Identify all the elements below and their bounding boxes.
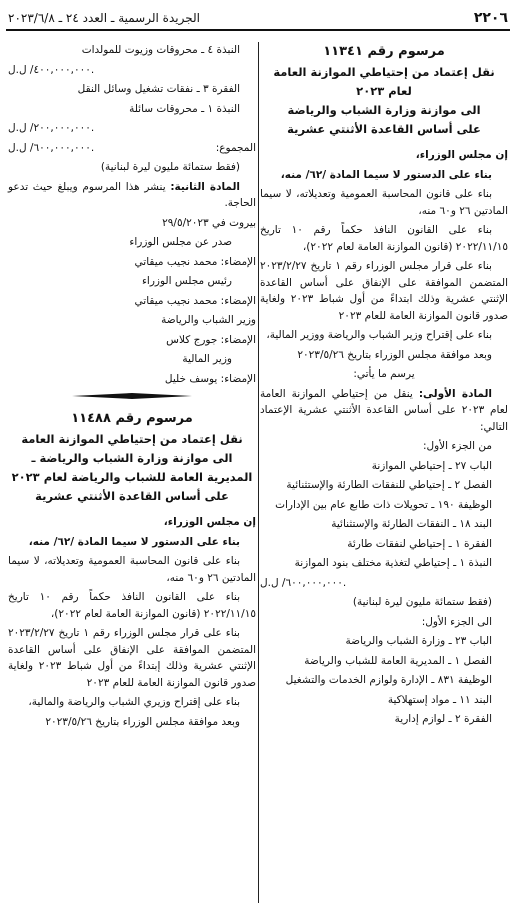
article2-label: المادة الثانية: bbox=[170, 180, 240, 193]
cont-item: النبذة ٤ ـ محروقات وزيوت للمولدات bbox=[81, 44, 240, 56]
decree2-constitution: بناء على الدستور لا سيما المادة /٦٢/ منه، bbox=[28, 535, 240, 548]
total-words: (فقط ستمائة مليون ليرة لبنانية) bbox=[100, 161, 240, 173]
cont-item: الفقرة ٣ ـ نفقات تشغيل وسائل النقل bbox=[77, 83, 240, 95]
cont-amount: ٤٠٠,٠٠٠,٠٠٠/ ل.ل. bbox=[8, 63, 95, 76]
decree1-paragraph-2: بناء على القانون النافذ حكماً رقم ١٠ تاريخ ٢٠٢٢/١١/١٥ (قانون الموازنة العامة لعام ٢٠٢٢)، bbox=[260, 224, 508, 253]
header-rule bbox=[6, 29, 510, 31]
from-item: الوظيفة ١٩٠ ـ تحويلات ذات طابع عام بين الإدارات bbox=[275, 498, 492, 511]
from-item: النبذة ١ ـ إحتياطي لتغذية مختلف بنود الموازنة bbox=[294, 557, 492, 569]
article2 bbox=[8, 179, 256, 212]
to-part-heading: الى الجزء الأول: bbox=[421, 615, 492, 628]
decree-date: بيروت في ٢٩/٥/٢٠٢٣ bbox=[162, 216, 256, 229]
decree1-subtitle-3: الى موازنة وزارة الشباب والرياضة bbox=[287, 103, 481, 117]
decree1-paragraph-1: بناء على قانون المحاسبة العمومية وتعديلاته، لا سيما المادتين ٢٦ و٦٠ منه، bbox=[260, 188, 508, 217]
to-item: الوظيفة ٨٣١ ـ الإدارة ولوازم الخدمات والتشغيل bbox=[285, 674, 492, 686]
decree2-intro: إن مجلس الوزراء، bbox=[163, 516, 256, 528]
decree1-paragraph-4: بناء على إقتراح وزير الشباب والرياضة ووزير المالية، bbox=[266, 329, 492, 341]
decree1-subtitle-4: على أساس القاعدة الأثنتي عشرية bbox=[287, 122, 481, 136]
cont-item: النبذة ١ ـ محروقات سائلة bbox=[129, 102, 240, 115]
decree2-paragraph-1: بناء على قانون المحاسبة العمومية وتعديلاته، لا سيما المادتين ٢٦ و٦٠ منه، bbox=[8, 555, 256, 584]
article2-text: ينشر هذا المرسوم ويبلغ حيث تدعو الحاجة. bbox=[8, 180, 256, 209]
article1-label: المادة الأولى: bbox=[418, 387, 492, 400]
decree1-paragraph-5: وبعد موافقة مجلس الوزراء بتاريخ ٢٠٢٣/٥/٢٦ bbox=[297, 348, 492, 361]
decree1-article1 bbox=[260, 386, 508, 436]
page-number: ٢٢٠٦ bbox=[473, 10, 508, 26]
to-item: الفصل ١ ـ المديرية العامة للشباب والرياضة bbox=[304, 654, 492, 667]
total-amount: ٦٠٠,٠٠٠,٠٠٠/ ل.ل. bbox=[8, 141, 95, 154]
decree2-subtitle-1: نقل إعتماد من إحتياطي الموازنة العامة bbox=[21, 432, 243, 446]
decree1-subtitle-2: لعام ٢٠٢٣ bbox=[356, 84, 412, 98]
decree1-subtitle-1: نقل إعتماد من إحتياطي الموازنة العامة bbox=[273, 65, 495, 79]
section-separator bbox=[72, 393, 192, 399]
page-header bbox=[8, 8, 508, 28]
decree1-decrees: يرسم ما يأتي: bbox=[353, 368, 415, 380]
right-column bbox=[260, 42, 508, 731]
decree2-number: مرسوم رقم ١١٤٨٨ bbox=[71, 411, 193, 426]
from-item: الفصل ٢ ـ إحتياطي للنفقات الطارئة والإستثنائية bbox=[286, 479, 492, 491]
signature-line: الإمضاء: محمد نجيب ميقاتي bbox=[134, 255, 256, 268]
decree2-paragraph-3: بناء على قرار مجلس الوزراء رقم ١ تاريخ ٢٠٢٣/٢/٢٧ المتضمن الموافقة على الإنفاق على أساس القاعدة الإثنتي عشرية وذلك إبتداءً من أول شباط ٢٠٢٣ ولغاية صدور قانون الموازنة العامة للعام ٢٠٢٣ bbox=[8, 627, 256, 689]
decree2-subtitle-4: على أساس القاعدة الأثنتي عشرية bbox=[35, 489, 229, 503]
signature-line: رئيس مجلس الوزراء bbox=[141, 275, 232, 287]
decree2-subtitle-3: المديرية العامة للشباب والرياضة لعام ٢٠٢٣ bbox=[11, 470, 253, 484]
signature-line: الإمضاء: جورج كلاس bbox=[166, 333, 256, 346]
decree1-paragraph-3: بناء على قرار مجلس الوزراء رقم ١ تاريخ ٢٠٢٣/٢/٢٧ المتضمن الموافقة على الإنفاق على أساس القاعدة الإثنتي عشرية وذلك ابتداءً من أول شباط ٢٠٢٣ ولغاية صدور قانون الموازنة العامة للعام ٢٠٢٣ bbox=[260, 260, 508, 322]
publication-info: الجريدة الرسمية ـ العدد ٢٤ ـ ٢٠٢٣/٦/٨ bbox=[8, 11, 200, 25]
cont-amount: ٢٠٠,٠٠٠,٠٠٠/ ل.ل. bbox=[8, 122, 95, 134]
signature-line: وزير المالية bbox=[182, 353, 232, 365]
signature-line: وزير الشباب والرياضة bbox=[161, 314, 256, 326]
column-divider bbox=[258, 42, 259, 903]
decree1-constitution: بناء على الدستور لا سيما المادة /٦٢/ منه، bbox=[280, 168, 492, 181]
signature-line: الإمضاء: محمد نجيب ميقاتي bbox=[134, 294, 256, 307]
signature-line: الإمضاء: يوسف خليل bbox=[164, 372, 256, 385]
decree2-paragraph-4: بناء على إقتراح وزيري الشباب والرياضة والمالية، bbox=[28, 696, 240, 708]
article1-text: ينقل من إحتياطي الموازنة العامة لعام ٢٠٢٣ على أساس القاعدة الأثنتي عشرية الإعتماد التالي: bbox=[260, 387, 508, 433]
left-column bbox=[8, 42, 256, 733]
from-part-heading: من الجزء الأول: bbox=[422, 440, 492, 452]
to-item: البند ١١ ـ مواد إستهلاكية bbox=[387, 693, 492, 706]
from-item: الفقرة ١ ـ إحتياطي لنفقات طارئة bbox=[347, 537, 492, 550]
to-item: الفقرة ٢ ـ لوازم إدارية bbox=[394, 713, 492, 725]
decree1-intro: إن مجلس الوزراء، bbox=[415, 149, 508, 161]
decree1-number: مرسوم رقم ١١٣٤١ bbox=[323, 44, 445, 59]
decree1-amount-words: (فقط ستمائة مليون ليرة لبنانية) bbox=[352, 596, 492, 608]
decree1-amount: ٦٠٠,٠٠٠,٠٠٠/ ل.ل. bbox=[260, 576, 347, 589]
signature-line: صدر عن مجلس الوزراء bbox=[129, 236, 232, 248]
decree2-paragraph-2: بناء على القانون النافذ حكماً رقم ١٠ تاريخ ٢٠٢٢/١١/١٥ (قانون الموازنة العامة لعام ٢٠٢٢)، bbox=[8, 591, 256, 620]
decree2-subtitle-2: الى موازنة وزارة الشباب والرياضة ـ bbox=[31, 451, 233, 465]
to-item: الباب ٢٣ ـ وزارة الشباب والرياضة bbox=[345, 635, 492, 647]
decree2-paragraph-5: وبعد موافقة مجلس الوزراء بتاريخ ٢٠٢٣/٥/٢٦ bbox=[45, 715, 240, 728]
total-label: المجموع: bbox=[215, 141, 256, 154]
from-item: الباب ٢٧ ـ إحتياطي الموازنة bbox=[371, 459, 492, 472]
total-row bbox=[8, 140, 256, 157]
from-item: البند ١٨ ـ النفقات الطارئة والإستثنائية bbox=[331, 518, 492, 530]
